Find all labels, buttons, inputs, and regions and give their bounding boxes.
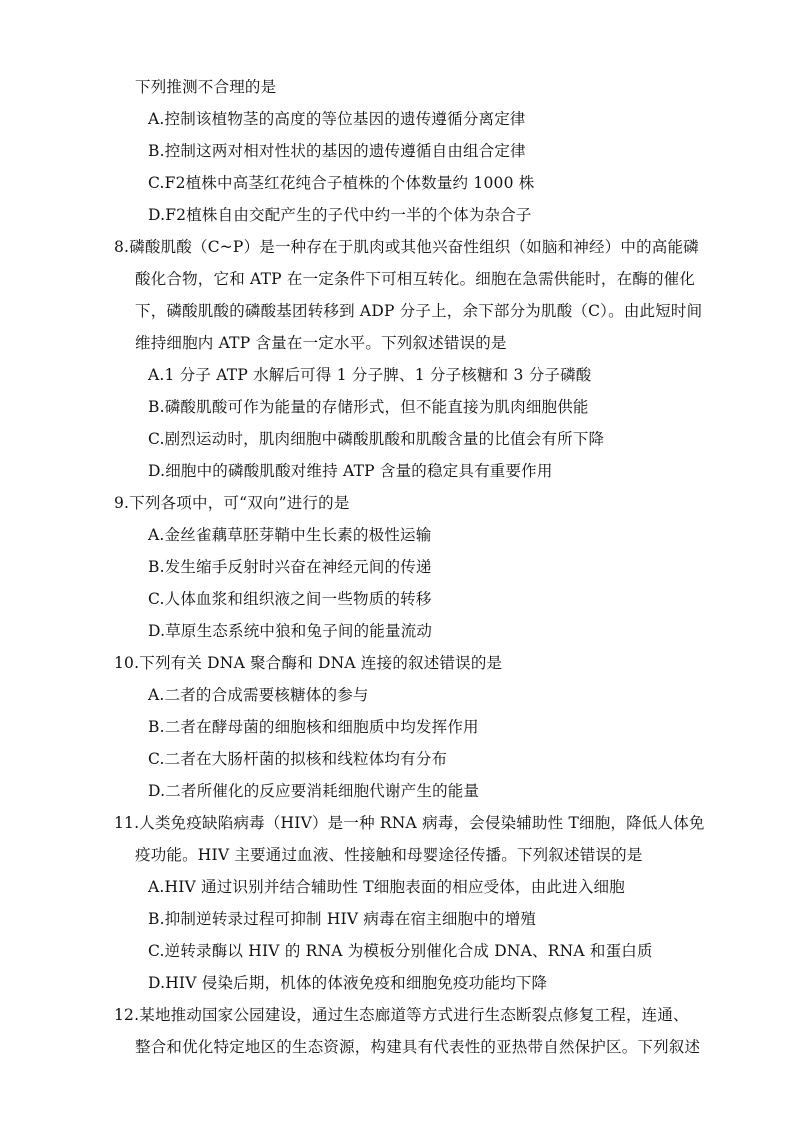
q7-option-b: B.控制这两对相对性状的基因的遗传遵循自由组合定律 [148, 142, 526, 160]
q12-stem-line-1: 12.某地推动国家公园建设，通过生态廊道等方式进行生态断裂点修复工程，连通、 [114, 1006, 689, 1024]
q10-option-c: C.二者在大肠杆菌的拟核和线粒体均有分布 [148, 750, 448, 768]
q10-option-d: D.二者所催化的反应要消耗细胞代谢产生的能量 [148, 782, 480, 800]
q9-option-b: B.发生缩手反射时兴奋在神经元间的传递 [148, 558, 432, 576]
q12-stem-line-2: 整合和优化特定地区的生态资源，构建具有代表性的亚热带自然保护区。下列叙述 [135, 1038, 701, 1056]
q7-option-c: C.F2植株中高茎红花纯合子植株的个体数量约 1000 株 [148, 174, 535, 192]
q9-stem: 9.下列各项中，可“双向”进行的是 [114, 494, 350, 512]
q8-option-b: B.磷酸肌酸可作为能量的存储形式，但不能直接为肌肉细胞供能 [148, 398, 589, 416]
q8-stem-line-2: 酸化合物，它和 ATP 在一定条件下可相互转化。细胞在急需供能时，在酶的催化 [135, 270, 696, 288]
q10-stem: 10.下列有关 DNA 聚合酶和 DNA 连接的叙述错误的是 [114, 654, 503, 672]
q8-stem-line-1: 8.磷酸肌酸（C~P）是一种存在于肌肉或其他兴奋性组织（如脑和神经）中的高能磷 [114, 238, 699, 256]
q7-option-d: D.F2植株自由交配产生的子代中约一半的个体为杂合子 [148, 206, 532, 224]
q9-option-a: A.金丝雀藕草胚芽鞘中生长素的极性运输 [148, 526, 432, 544]
q10-option-a: A.二者的合成需要核糖体的参与 [148, 686, 369, 704]
q10-option-b: B.二者在酵母菌的细胞核和细胞质中均发挥作用 [148, 718, 479, 736]
q11-option-b: B.抑制逆转录过程可抑制 HIV 病毒在宿主细胞中的增殖 [148, 910, 537, 928]
q8-option-d: D.细胞中的磷酸肌酸对维持 ATP 含量的稳定具有重要作用 [148, 462, 553, 480]
q8-stem-line-4: 维持细胞内 ATP 含量在一定水平。下列叙述错误的是 [135, 334, 507, 352]
q7-stem-end: 下列推测不合理的是 [135, 78, 277, 96]
q9-option-c: C.人体血浆和组织液之间一些物质的转移 [148, 590, 432, 608]
q11-option-a: A.HIV 通过识别并结合辅助性 T细胞表面的相应受体，由此进入细胞 [148, 878, 625, 896]
q11-option-c: C.逆转录酶以 HIV 的 RNA 为模板分别催化合成 DNA、RNA 和蛋白质 [148, 942, 653, 960]
q8-stem-line-3: 下，磷酸肌酸的磷酸基团转移到 ADP 分子上，余下部分为肌酸（C）。由此短时间 [135, 302, 703, 320]
q11-stem-line-2: 疫功能。HIV 主要通过血液、性接触和母婴途径传播。下列叙述错误的是 [135, 846, 643, 864]
q9-option-d: D.草原生态系统中狼和兔子间的能量流动 [148, 622, 433, 640]
q8-option-c: C.剧烈运动时，肌肉细胞中磷酸肌酸和肌酸含量的比值会有所下降 [148, 430, 605, 448]
q7-option-a: A.控制该植物茎的高度的等位基因的遗传遵循分离定律 [148, 110, 526, 128]
q11-option-d: D.HIV 侵染后期，机体的体液免疫和细胞免疫功能均下降 [148, 974, 548, 992]
q11-stem-line-1: 11.人类免疫缺陷病毒（HIV）是一种 RNA 病毒，会侵染辅助性 T细胞，降低人体免 [114, 814, 705, 832]
q8-option-a: A.1 分子 ATP 水解后可得 1 分子脾、1 分子核糖和 3 分子磷酸 [148, 366, 592, 384]
